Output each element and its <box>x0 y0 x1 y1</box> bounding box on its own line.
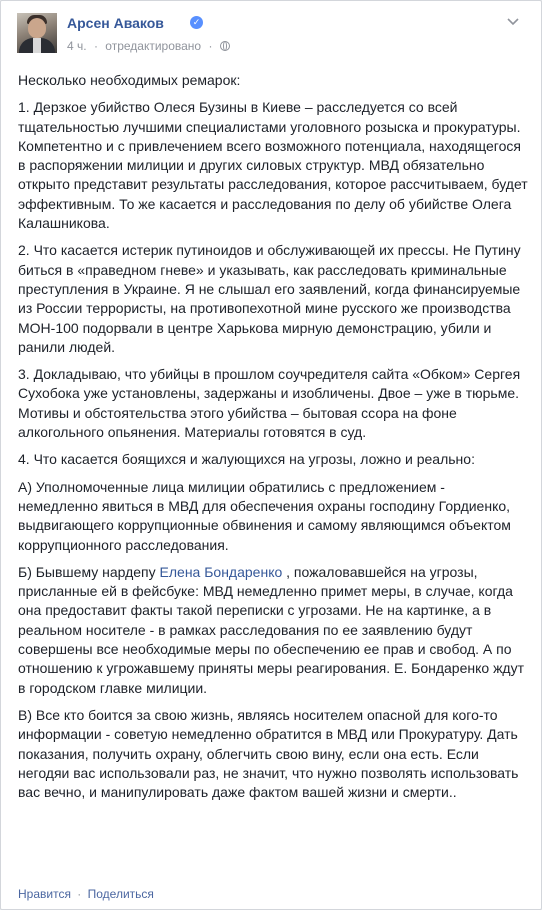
post-body <box>18 71 528 810</box>
author-avatar[interactable] <box>17 13 57 53</box>
post-paragraph: 4. Что касается боящихся и жалующихся на угрозы, ложно и реально: <box>18 451 475 468</box>
post-paragraph: 1. Дерзкое убийство Олеся Бузины в Киеве – расследуется со всей тщательностью лучшими специалистами уголовного розыска и прокуратуры. Компетентно и с привлечением всего возможного потенциала, находящегося в распоряжении милиции и других силовых структур. МВД обязательно открыто представит результаты расследования, которое рассчитываем, будет эффективным. То же касается и расследования по делу об убийстве Олега Калашникова. <box>18 99 528 232</box>
post-actions <box>18 887 154 901</box>
post-meta <box>67 39 230 53</box>
post-paragraph: А) Уполномоченные лица милиции обратились с предложением - немедленно явиться в МВД для обеспечения охраны господину Гордиенко, выдвигающего коррупционные обвинения и самому являющимся объектом коррупционного расследования. <box>18 478 511 553</box>
post-paragraph: Несколько необходимых ремарок: <box>18 72 241 88</box>
meta-separator: · <box>208 39 213 53</box>
post-paragraph: 2. Что касается истерик путиноидов и обслуживающей их прессы. Не Путину биться в «праведном гневе» и указывать, как расследовать криминальные преступления в Украине. Я не слышал его заявлений, когда финансируемые из России террористы, на противопехотной мине русского же производства МОН-100 подорвали в центре Харькова мирную демонстрацию, убили и ранили людей. <box>18 242 521 355</box>
mention-link[interactable]: Елена Бондаренко <box>159 563 283 580</box>
globe-icon[interactable] <box>220 41 230 51</box>
post-header <box>17 13 527 63</box>
post-paragraph: В) Все кто боится за свою жизнь, являясь носителем опасной для кого-то информации - советую немедленно обратится в МВД или Прокуратуру. Дать показания, получить охрану, облегчить свою вину, если она есть. Если негодяи вас использовали раз, не значит, что нужно позволять использовать вас вечно, и манипулировать даже фактом вашей жизни и смерти.. <box>18 706 519 801</box>
edited-label[interactable]: отредактировано <box>105 39 202 53</box>
post-time[interactable]: 4 ч. <box>67 39 87 53</box>
meta-separator: · <box>93 39 98 53</box>
chevron-down-icon[interactable] <box>505 13 521 29</box>
verified-badge-icon: ✓ <box>190 16 203 29</box>
action-separator: · <box>77 887 82 901</box>
like-link[interactable]: Нравится <box>18 887 71 901</box>
post-paragraph-b: Б) Бывшему нардепу Елена Бондаренко , пожаловавшейся на угрозы, присланные ей в фейсбуке: МВД немедленно примет меры, в случае, когда она предоставит факты такой переписки с угрозами. Не на картинке, а в реальном носителе - в рамках расследования по ее заявлению будут совершены все необходимые меры по обеспечению ее прав и свобод. А по отношению к угрожавшему приняты меры реагирования. Е. Бондаренко ждут в городском главке милиции. <box>18 563 525 696</box>
post-paragraph: 3. Докладываю, что убийцы в прошлом соучредителя сайта «Обком» Сергея Сухобока уже установлены, задержаны и изобличены. Двое – уже в тюрьме. Мотивы и обстоятельства этого убийства – бытовая ссора на фоне алкогольного опьянения. Материалы готовятся в суд. <box>18 366 521 441</box>
author-name[interactable]: Арсен Аваков <box>67 15 164 31</box>
share-link[interactable]: Поделиться <box>87 887 154 901</box>
